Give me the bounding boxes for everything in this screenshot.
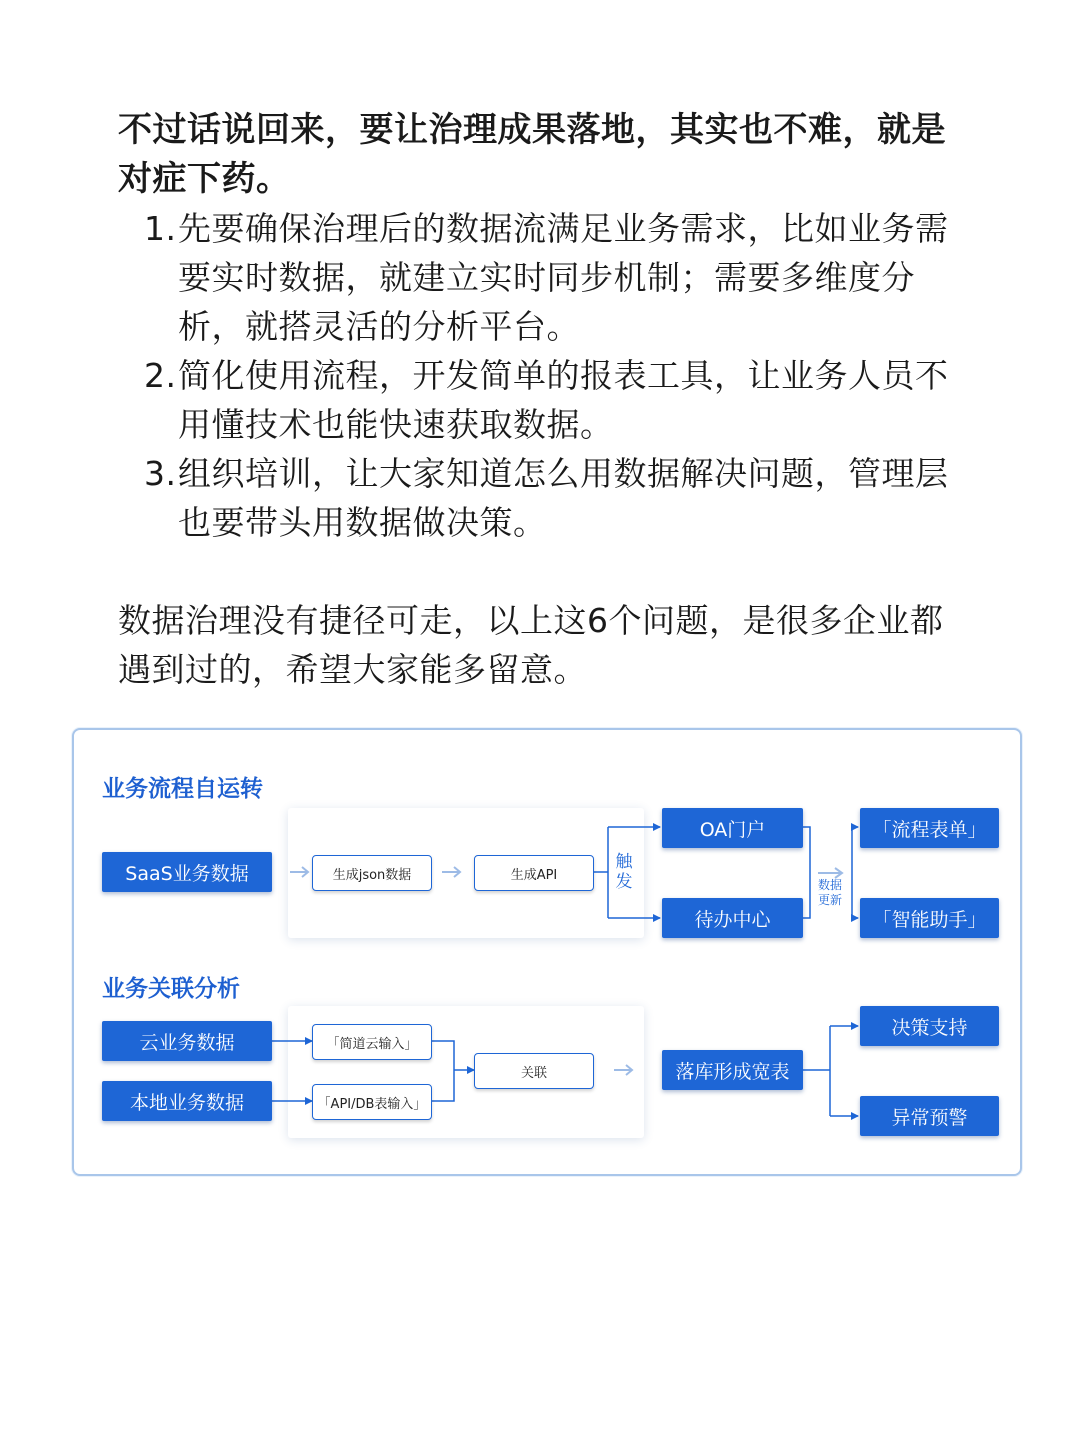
list-number: 2. <box>144 356 177 395</box>
anomaly-alert-box: 异常预警 <box>860 1096 999 1136</box>
section2-title: 业务关联分析 <box>102 976 240 1002</box>
api-db-input-box: 「API/DB表输入」 <box>312 1084 432 1120</box>
list-item <box>118 204 978 351</box>
local-data-box: 本地业务数据 <box>102 1081 272 1121</box>
generate-json-box: 生成json数据 <box>312 855 432 891</box>
light-arrow-icon <box>614 1065 632 1075</box>
wide-table-box: 落库形成宽表 <box>662 1050 803 1090</box>
light-arrow-icon <box>442 867 460 877</box>
flow-diagram <box>72 728 1022 1176</box>
light-arrow-icon <box>818 868 842 878</box>
process-form-box: 「流程表单」 <box>860 808 999 848</box>
cloud-data-box: 云业务数据 <box>102 1021 272 1061</box>
list-text: 组织培训，让大家知道怎么用数据解决问题，管理层也要带头用数据做决策。 <box>178 454 949 542</box>
list-item <box>118 449 978 547</box>
join-box: 关联 <box>474 1053 594 1089</box>
article-heading: 不过话说回来，要让治理成果落地，其实也不难，就是对症下药。 <box>118 110 946 199</box>
list-item <box>118 351 978 449</box>
closing-paragraph: 数据治理没有捷径可走，以上这6个问题，是很多企业都遇到过的，希望大家能多留意。 <box>118 601 944 689</box>
list-number: 3. <box>144 454 177 493</box>
oa-portal-box: OA门户 <box>662 808 803 848</box>
smart-assistant-box: 「智能助手」 <box>860 898 999 938</box>
list-text: 先要确保治理后的数据流满足业务需求，比如业务需要实时数据，就建立实时同步机制；需要多维度分析，就搭灵活的分析平台。 <box>178 209 949 346</box>
section1-title: 业务流程自运转 <box>102 776 263 802</box>
decision-support-box: 决策支持 <box>860 1006 999 1046</box>
saas-data-box: SaaS业务数据 <box>102 852 272 892</box>
list-number: 1. <box>144 209 177 248</box>
list-text: 简化使用流程，开发简单的报表工具，让业务人员不用懂技术也能快速获取数据。 <box>178 356 949 444</box>
jiandaoyun-input-box: 「简道云输入」 <box>312 1024 432 1060</box>
data-update-label: 数据更新 <box>817 878 842 907</box>
generate-api-box: 生成API <box>474 855 594 891</box>
trigger-label: 触发 <box>615 852 633 892</box>
todo-center-box: 待办中心 <box>662 898 803 938</box>
article <box>118 106 978 689</box>
light-arrow-icon <box>290 867 308 877</box>
tips-list <box>118 204 978 547</box>
